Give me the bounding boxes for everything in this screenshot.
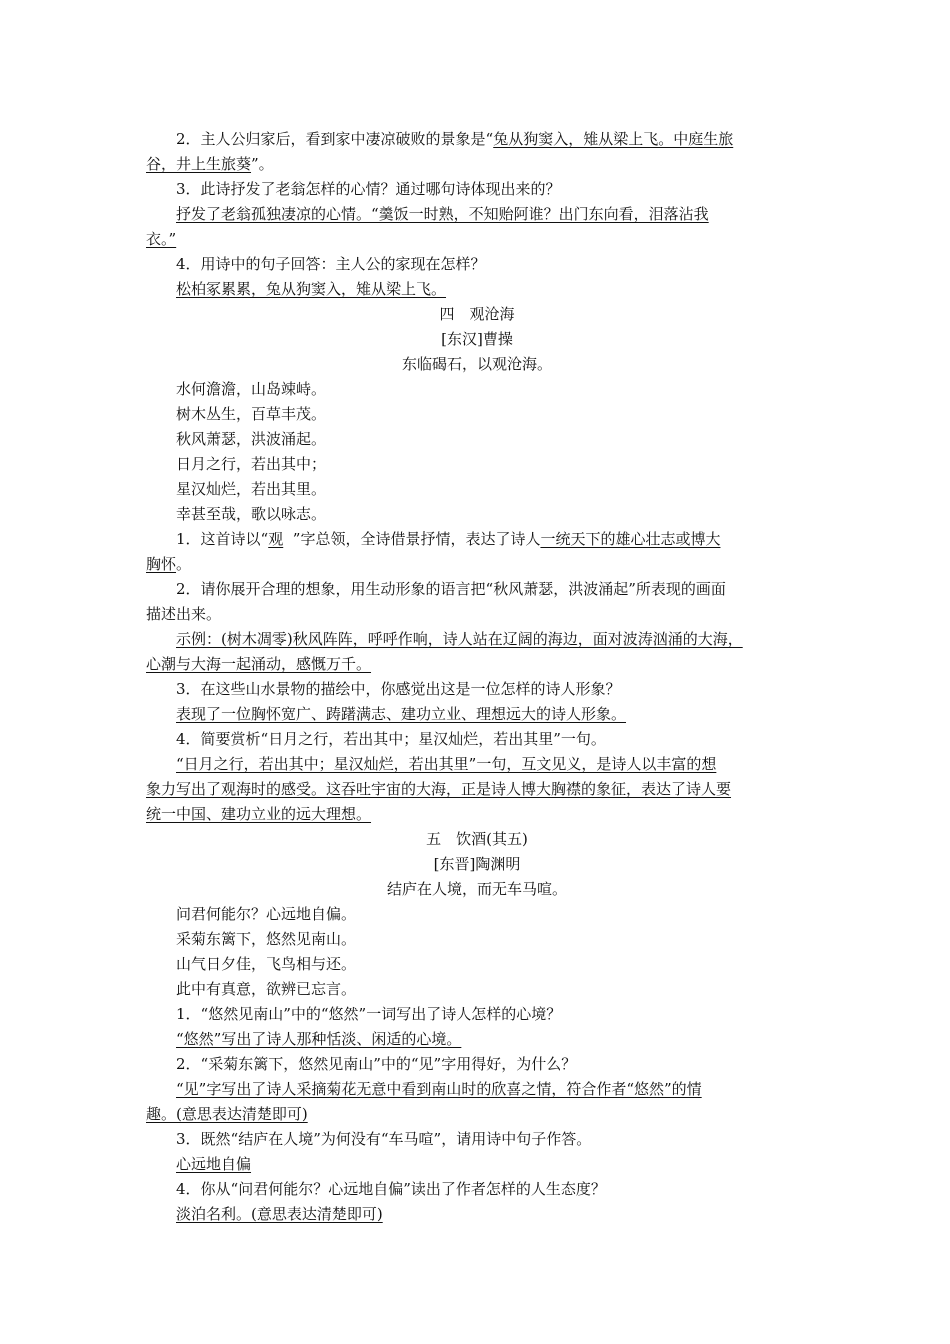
question-text: 此诗抒发了老翁怎样的心情？通过哪句诗体现出来的？ (200, 180, 561, 198)
question-number: 1． (176, 1005, 201, 1023)
s3-q4 (146, 252, 808, 277)
answer-text: “见”字写出了诗人采摘菊花无意中看到南山时的欣喜之情，符合作者“悠然”的情 (176, 1080, 702, 1098)
answer-text: 心潮与大海一起涌动，感慨万千。 (146, 655, 372, 673)
answer-text: 胸怀 (146, 555, 177, 573)
answer-text: “日月之行，若出其中；星汉灿烂，若出其里”一句，互文见义，是诗人以丰富的想 (176, 755, 717, 773)
s3-q3 (146, 177, 808, 202)
poem-line: 问君何能尔？心远地自偏。 (176, 905, 357, 923)
s4-q2 (146, 577, 808, 602)
s3-q2-cont (146, 152, 808, 177)
poem-line: 幸甚至哉，歌以咏志。 (176, 505, 327, 523)
question-number: 3． (176, 680, 201, 698)
question-text: 用诗中的句子回答：主人公的家现在怎样？ (200, 255, 486, 273)
poem-line: 山气日夕佳，飞鸟相与还。 (176, 955, 357, 973)
question-text: ”字总领，全诗借景抒情，表达了诗人 (292, 530, 541, 548)
s5-q3 (146, 1127, 808, 1152)
s4-q4 (146, 727, 808, 752)
question-number: 4． (176, 255, 201, 273)
s5-q2-answer-cont (146, 1102, 808, 1127)
s4-q3-answer (146, 702, 808, 727)
blank-space (283, 530, 293, 548)
s3-q3-answer-cont (146, 227, 808, 252)
s3-q2 (146, 127, 808, 152)
s3-q4-answer (146, 277, 808, 302)
question-text: 主人公归家后，看到家中凄凉破败的景象是“ (200, 130, 494, 148)
poem-line: 星汉灿烂，若出其里。 (176, 480, 327, 498)
s4-q4-answer-cont (146, 802, 808, 827)
question-number: 2． (176, 1055, 201, 1073)
question-number: 1． (176, 530, 201, 548)
question-text: 在这些山水景物的描绘中，你感觉出这是一位怎样的诗人形象？ (200, 680, 621, 698)
s5-q1 (146, 1002, 808, 1027)
period: 。 (176, 555, 192, 573)
answer-text: 统一中国、建功立业的远大理想。 (146, 805, 372, 823)
poem-line: 树木丛生，百草丰茂。 (176, 405, 327, 423)
poem-author: [东汉]曹操 (441, 330, 513, 348)
answer-text: 兔从狗窦入，雉从梁上飞。中庭生旅 (493, 130, 734, 148)
s4-q2-cont: 描述出来。 (146, 605, 222, 623)
answer-text: 抒发了老翁孤独凄凉的心情。“羹饭一时熟，不知贻阿谁？出门东向看，泪落沾我 (176, 205, 709, 223)
s4-q3 (146, 677, 808, 702)
s4-q1 (146, 527, 808, 552)
poem-line: 日月之行，若出其中； (176, 455, 327, 473)
s5-q4 (146, 1177, 808, 1202)
question-text: 你从“问君何能尔？心远地自偏”读出了作者怎样的人生态度？ (200, 1180, 606, 1198)
s5-q2 (146, 1052, 808, 1077)
question-text: ”。 (251, 155, 274, 173)
s4-q4-answer-cont (146, 777, 808, 802)
answer-text: 象力写出了观海时的感受。这吞吐宇宙的大海，正是诗人博大胸襟的象征，表达了诗人要 (146, 780, 732, 798)
poem-line: 水何澹澹，山岛竦峙。 (176, 380, 327, 398)
answer-text: 一统天下的雄心壮志或博大 (540, 530, 721, 548)
s5-q2-answer (146, 1077, 808, 1102)
answer-text: 心远地自偏 (176, 1155, 252, 1173)
s4-q2-answer (146, 627, 808, 652)
poem-author: [东晋]陶渊明 (433, 855, 521, 873)
question-number: 4． (176, 1180, 201, 1198)
s5-q4-answer (146, 1202, 808, 1227)
section-title: 五 饮酒(其五) (426, 830, 528, 848)
answer-text: 示例：(树木凋零)秋风阵阵，呼呼作响，诗人站在辽阔的海边，面对波涛汹涌的大海， (176, 630, 743, 648)
question-text: “采菊东篱下，悠然见南山”中的“见”字用得好，为什么？ (200, 1055, 577, 1073)
question-text: “悠然见南山”中的“悠然”一词写出了诗人怎样的心境？ (200, 1005, 562, 1023)
document-content (146, 127, 808, 1227)
question-number: 3． (176, 1130, 201, 1148)
poem-line: 此中有真意，欲辨已忘言。 (176, 980, 357, 998)
question-text: 既然“结庐在人境”为何没有“车马喧”，请用诗中句子作答。 (200, 1130, 592, 1148)
poem-first-line: 东临碣石，以观沧海。 (401, 355, 552, 373)
s3-q3-answer (146, 202, 808, 227)
answer-text: 趣。(意思表达清楚即可) (146, 1105, 308, 1123)
question-number: 2． (176, 130, 201, 148)
answer-blank: 观 (268, 530, 284, 548)
s4-q1-cont (146, 552, 808, 577)
s5-q3-answer (146, 1152, 808, 1177)
poem-first-line: 结庐在人境，而无车马喧。 (386, 880, 567, 898)
answer-text: 表现了一位胸怀宽广、踌躇满志、建功立业、理想远大的诗人形象。 (176, 705, 627, 723)
s4-q4-answer (146, 752, 808, 777)
question-number: 3． (176, 180, 201, 198)
answer-text: 松柏冢累累，兔从狗窦入，雉从梁上飞。 (176, 280, 447, 298)
s5-q1-answer (146, 1027, 808, 1052)
poem-line: 采菊东篱下，悠然见南山。 (176, 930, 357, 948)
question-text: 请你展开合理的想象，用生动形象的语言把“秋风萧瑟，洪波涌起”所表现的画面 (200, 580, 726, 598)
answer-text: 谷，井上生旅葵 (146, 155, 252, 173)
question-text: 简要赏析“日月之行，若出其中；星汉灿烂，若出其里”一句。 (200, 730, 606, 748)
answer-text: 衣。” (146, 230, 177, 248)
answer-text: 淡泊名利。(意思表达清楚即可) (176, 1205, 383, 1223)
poem-line: 秋风萧瑟，洪波涌起。 (176, 430, 327, 448)
question-number: 4． (176, 730, 201, 748)
question-number: 2． (176, 580, 201, 598)
section-title: 四 观沧海 (439, 305, 515, 323)
s4-q2-answer-cont (146, 652, 808, 677)
answer-text: “悠然”写出了诗人那种恬淡、闲适的心境。 (176, 1030, 462, 1048)
question-text: 这首诗以“ (200, 530, 269, 548)
